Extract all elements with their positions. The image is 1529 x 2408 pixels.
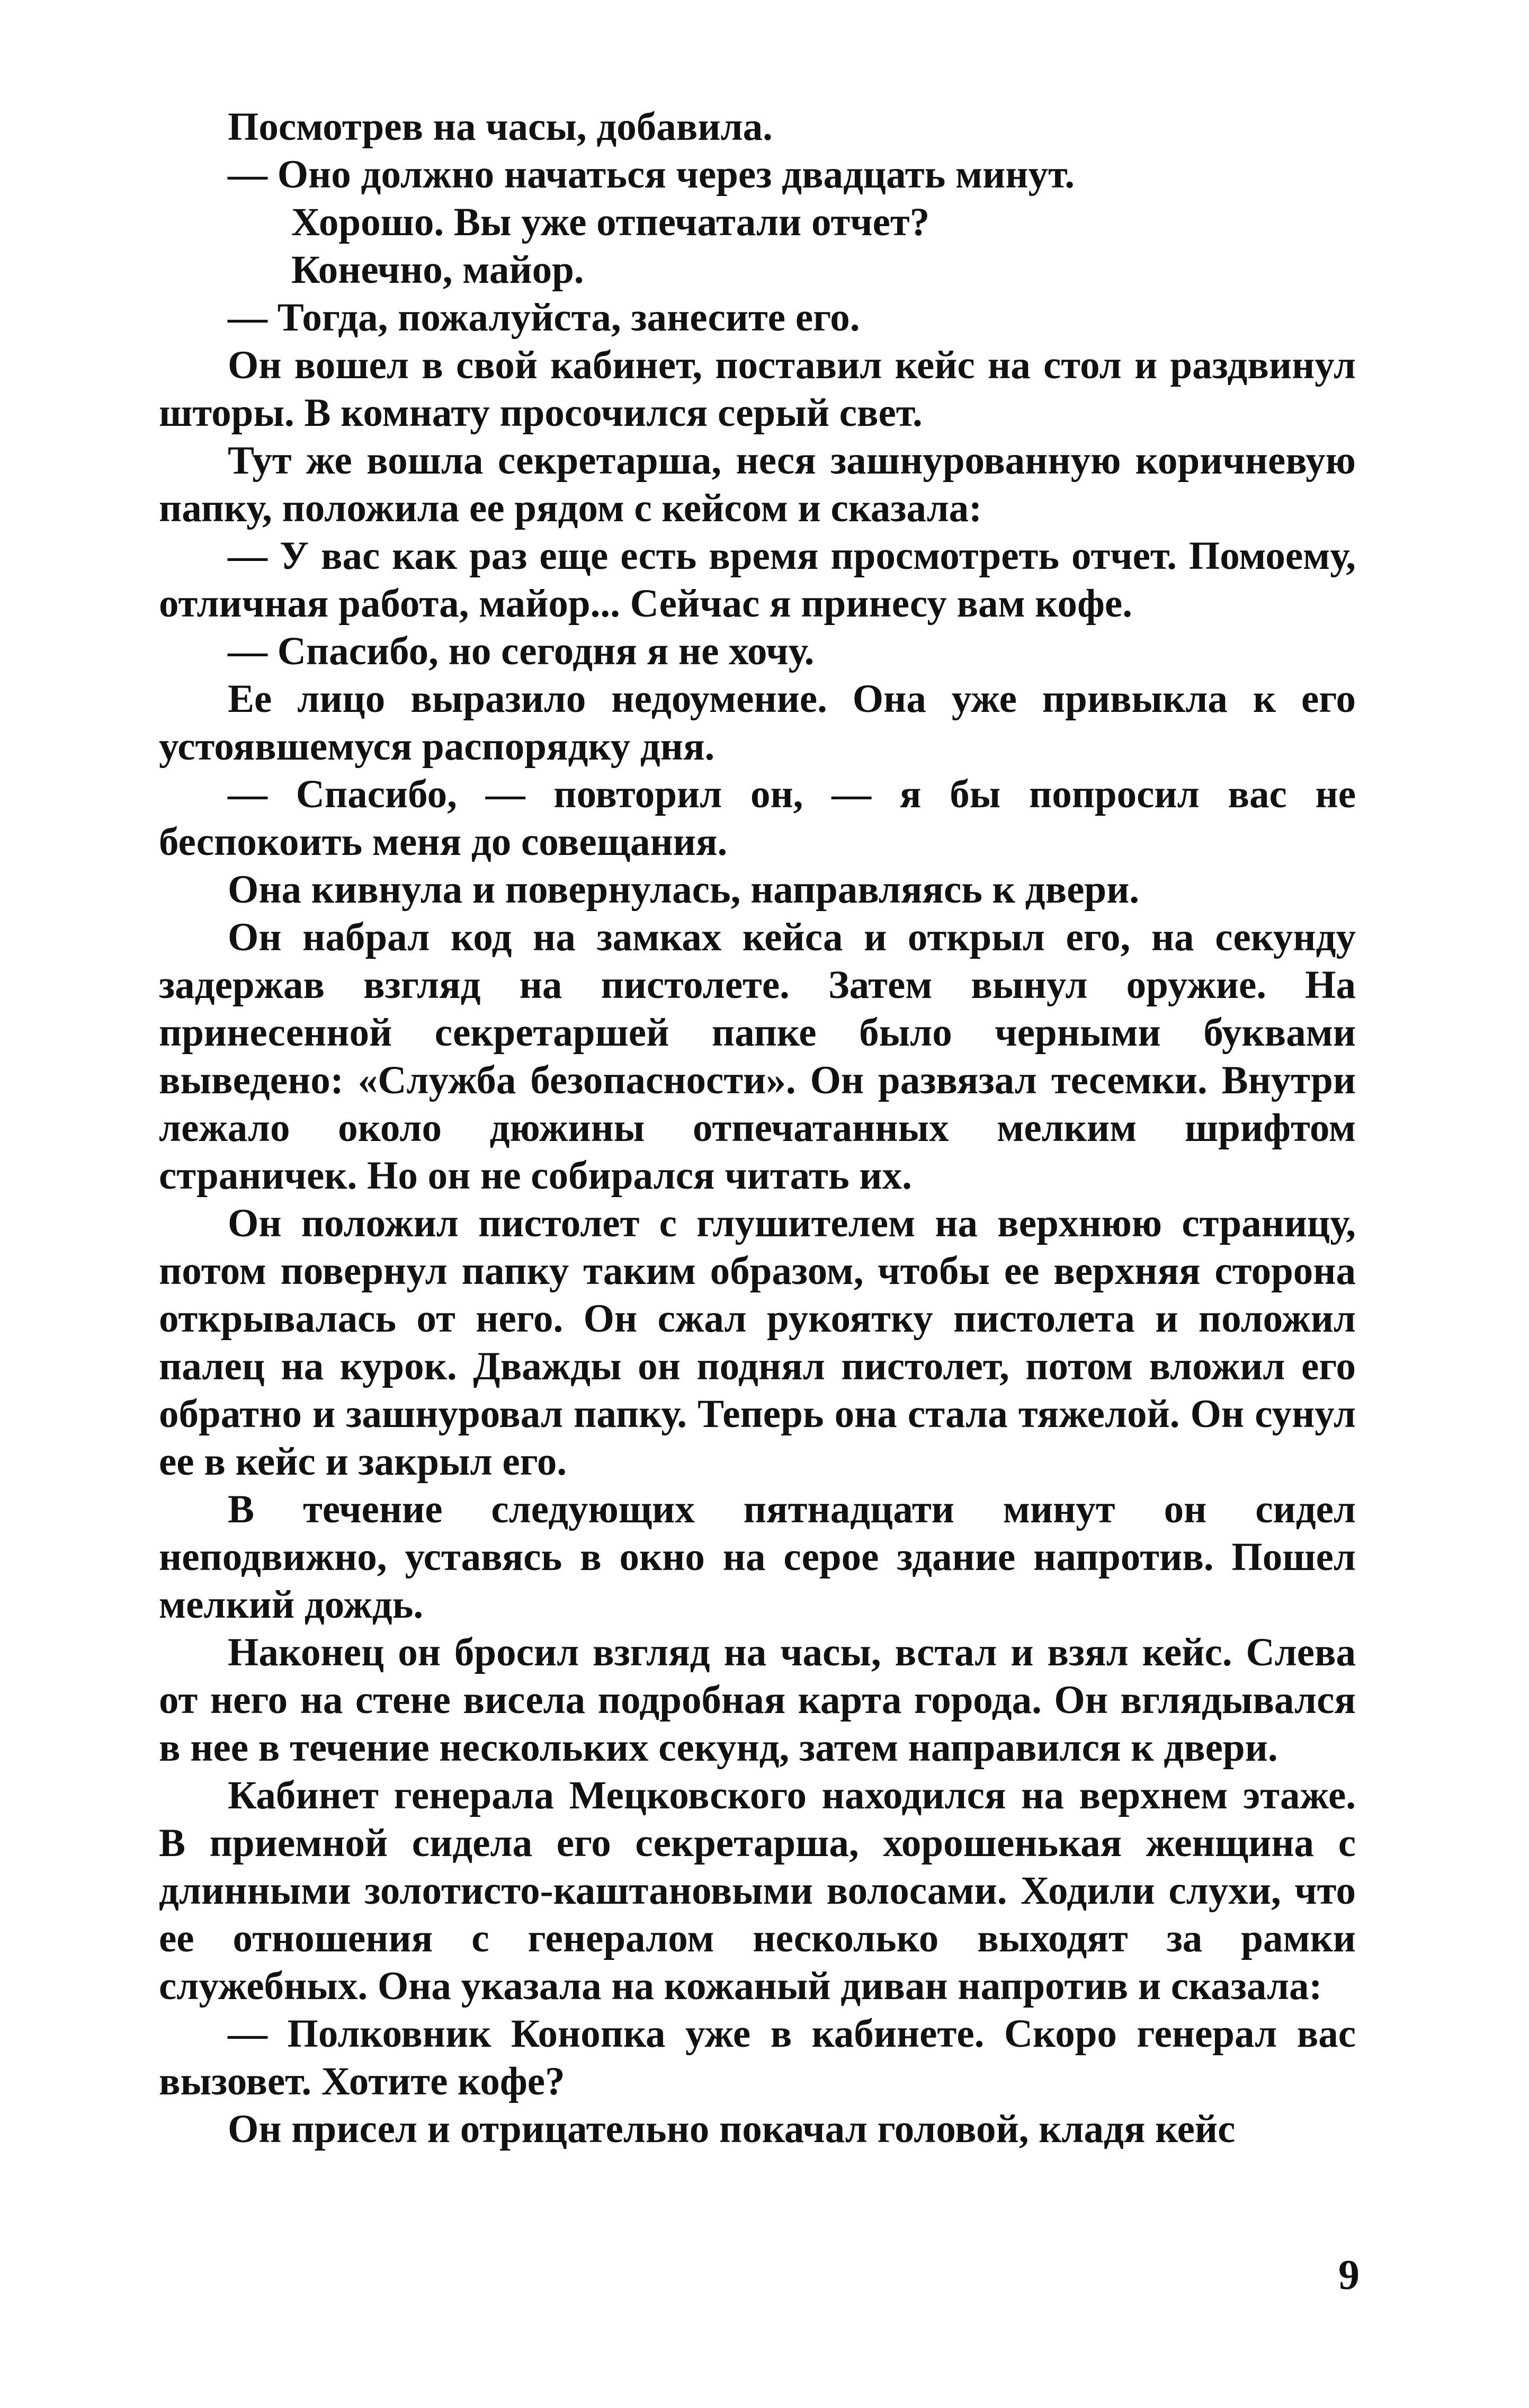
paragraph: Он вошел в свой кабинет, поставил кейс на стол и раздвинул шторы. В комнату просочился серый свет. [159, 343, 1356, 435]
paragraph: Он набрал код на замках кейса и открыл его, на секунду задержав взгляд на пистолете. Затем вынул оружие. На принесенной секретаршей папке было черными буквами выведено: «Служба безопасности». Он развязал тесемки. Внутри лежало около дюжины отпечатанных мелким шрифтом страничек. Но он не собирался читать их. [159, 915, 1356, 1198]
paragraph: В течение следующих пятнадцати минут он сидел неподвижно, уставясь в окно на серое здание напротив. Пошел мелкий дождь. [159, 1487, 1356, 1627]
paragraph: Ее лицо выразило недоумение. Она уже привыкла к его устоявшемуся распорядку дня. [159, 677, 1356, 769]
page-number: 9 [1338, 2252, 1360, 2298]
paragraph: Он положил пистолет с глушителем на верхнюю страницу, потом повернул папку таким образом, чтобы ее верхняя сторона открывалась от него. Он сжал рукоятку пистолета и положил палец на курок. Дважды он поднял пистолет, потом вложил его обратно и зашнуровал папку. Теперь она стала тяжелой. Он сунул ее в кейс и закрыл его. [159, 1201, 1356, 1484]
paragraph: Посмотрев на часы, добавила. [228, 105, 773, 149]
paragraph: — Оно должно начаться через двадцать минут. [228, 153, 1075, 197]
paragraph: — Тогда, пожалуйста, занесите его. [228, 296, 860, 340]
paragraph: — Полковник Конопка уже в кабинете. Скоро генерал вас вызовет. Хотите кофе? [159, 2012, 1356, 2103]
paragraph: Кабинет генерала Мецковского находился на верхнем этаже. В приемной сидела его секретарша, хорошенькая женщина с длинными золотисто-каштановыми волосами. Ходили слухи, что ее отношения с генералом несколько выходят за рамки служебных. Она указала на кожаный диван напротив и сказала: [159, 1773, 1356, 2008]
paragraph: Наконец он бросил взгляд на часы, встал и взял кейс. Слева от него на стене висела подробная карта города. Он вглядывался в нее в течение нескольких секунд, затем направился к двери. [159, 1630, 1356, 1770]
paragraph: Хорошо. Вы уже отпечатали отчет? [291, 200, 930, 244]
paragraph: Он присел и отрицательно покачал головой, кладя кейс [228, 2107, 1236, 2151]
paragraph: Она кивнула и повернулась, направляясь к двери. [228, 868, 1140, 912]
paragraph: Тут же вошла секретарша, неся зашнурованную коричневую папку, положила ее рядом с кейсом и сказала: [159, 439, 1356, 530]
paragraph: — Спасибо, но сегодня я не хочу. [228, 629, 815, 673]
paragraph: — У вас как раз еще есть время просмотреть отчет. Помоему, отличная работа, майор... Сейчас я принесу вам кофе. [159, 534, 1356, 626]
paragraph: Конечно, майор. [291, 248, 584, 292]
book-page-text [159, 103, 1356, 2153]
paragraph: — Спасибо, — повторил он, — я бы попросил вас не беспокоить меня до совещания. [159, 772, 1356, 864]
